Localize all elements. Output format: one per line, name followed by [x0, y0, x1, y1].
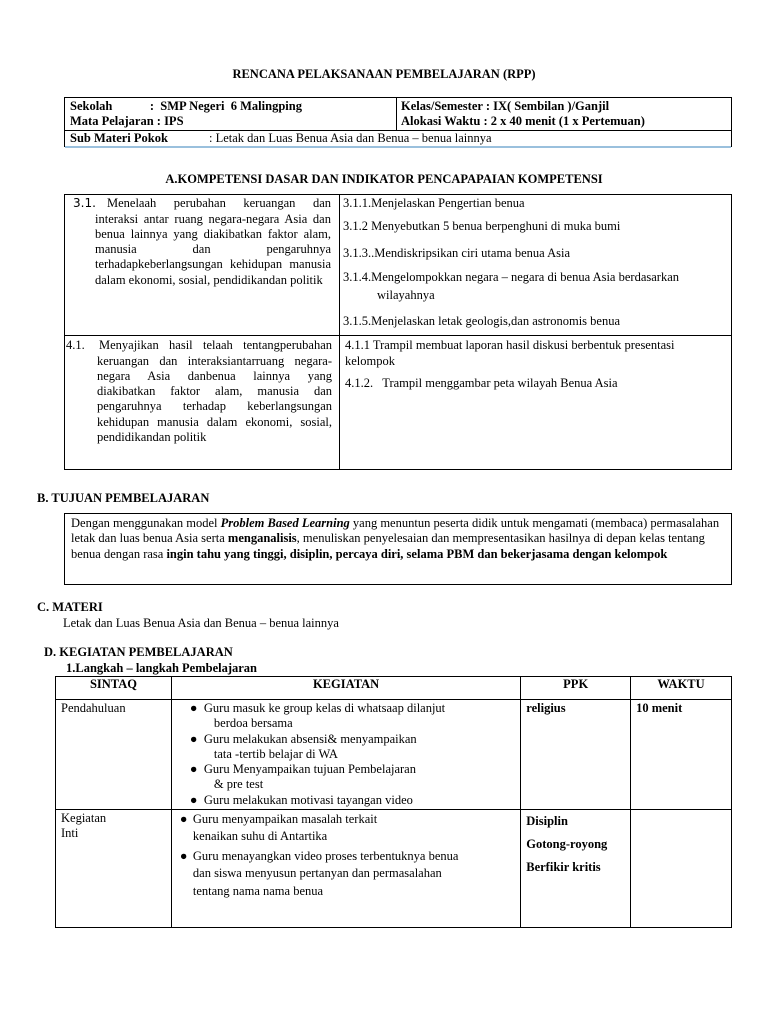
list-item	[190, 732, 515, 763]
activity-list	[180, 811, 515, 901]
activity-text: dan siswa menyusun pertanyan dan permasalahan	[192, 866, 442, 881]
ppk-value: Gotong-royong	[526, 837, 608, 851]
table-row	[56, 809, 732, 927]
waktu-value: 10 menit	[636, 701, 683, 715]
subject-field: Mata Pelajaran : IPS	[70, 114, 184, 128]
sintaq-cell	[56, 809, 172, 927]
activity-text: Guru melakukan motivasi tayangan video	[203, 792, 413, 807]
col-header-waktu: WAKTU	[631, 677, 732, 700]
divider	[396, 98, 397, 131]
kd-number: 3.1.	[73, 196, 96, 210]
bullet-icon: ●	[189, 701, 198, 715]
col-header-kegiatan: KEGIATAN	[171, 677, 520, 700]
time-allocation-field: Alokasi Waktu : 2 x 40 menit (1 x Pertemuan)	[401, 114, 645, 128]
activity-list	[190, 701, 515, 808]
indicator-3-1-5: 3.1.5.Menjelaskan letak geologis,dan astronomis benua	[343, 314, 621, 328]
objective-emphasis: menganalisis	[227, 531, 297, 546]
indicator-3-1-4-cont: wilayahnya	[377, 288, 435, 302]
bullet-icon: ●	[179, 811, 188, 826]
col-header-sintaq: SINTAQ	[56, 677, 172, 700]
list-item	[180, 811, 515, 846]
list-item	[180, 848, 515, 901]
indicator-4-1-2: 4.1.2. Trampil menggambar peta wilayah Benua Asia	[345, 376, 618, 390]
kd-3-1	[73, 196, 331, 288]
activity-text: Guru menayangkan video proses terbentuknya benua	[192, 848, 459, 863]
indicator-4-1-1-cont: kelompok	[345, 354, 395, 368]
bullet-icon: ●	[189, 731, 198, 746]
objective-box	[64, 513, 732, 585]
objective-text: , menuliskan penyelesaian dan mempresentasikan hasilnya di depan kelas tentang benua dengan rasa	[71, 531, 705, 561]
activity-text: tata -tertib belajar di WA	[213, 746, 338, 761]
divider	[65, 335, 731, 336]
kegiatan-cell	[171, 809, 520, 927]
sub-topic-value: : Letak dan Luas Benua Asia dan Benua – benua lainnya	[209, 131, 492, 145]
ppk-value: religius	[526, 701, 566, 715]
table-header-row	[56, 677, 732, 700]
sintaq-label: Inti	[61, 826, 79, 840]
indicator-3-1-3: 3.1.3..Mendiskripsikan ciri utama benua Asia	[343, 246, 571, 260]
indicator-4-1-1: 4.1.1 Trampil membuat laporan hasil diskusi berbentuk presentasi	[345, 338, 675, 352]
table-row	[56, 700, 732, 810]
sintaq-label: Kegiatan	[61, 810, 107, 825]
kd-text: Menelaah perubahan keruangan dan interaksi antar ruang negara-negara Asia dan benua lainnya yang diakibatkan faktor alam, manusia dan pengaruhnya terhadapkeberlangsungan kehidupan manusia dalam ekonomi, sosial, pendidikandan politik	[95, 196, 331, 287]
objective-text: yang menuntun peserta didik untuk mengamati (membaca) permasalahan letak dan luas benua Asia serta	[71, 516, 720, 546]
activity-text: Guru masuk ke group kelas di whatsaap dilanjut	[203, 701, 446, 715]
ppk-cell	[521, 809, 631, 927]
class-semester-field: Kelas/Semester : IX( Sembilan )/Ganjil	[401, 99, 610, 113]
kd-number: 4.1.	[66, 338, 85, 352]
kegiatan-cell	[171, 700, 520, 810]
indicator-3-1-1: 3.1.1.Menjelaskan Pengertian benua	[343, 196, 525, 210]
sintaq-cell	[56, 700, 172, 810]
section-d-title: D. KEGIATAN PEMBELAJARAN	[44, 645, 233, 659]
activity-text: Guru melakukan absensi& menyampaikan	[203, 731, 417, 746]
col-header-ppk: PPK	[521, 677, 631, 700]
activity-text: tentang nama nama benua	[192, 883, 324, 898]
indicator-3-1-4: 3.1.4.Mengelompokkan negara – negara di benua Asia berdasarkan	[343, 270, 679, 284]
kd-4-1	[66, 338, 332, 445]
header-info-box	[64, 97, 732, 147]
ppk-value: Disiplin	[526, 813, 568, 828]
accent-underline	[65, 146, 731, 148]
model-name: Problem Based Learning	[220, 516, 350, 530]
school-field: Sekolah : SMP Negeri 6 Malingping	[70, 99, 302, 113]
bullet-icon: ●	[189, 762, 198, 776]
objective-text: Dengan menggunakan model	[71, 516, 221, 530]
divider	[339, 195, 340, 469]
sintaq-label: Pendahuluan	[61, 701, 126, 715]
bullet-icon: ●	[179, 848, 188, 863]
list-item	[190, 701, 515, 732]
sub-topic-label: Sub Materi Pokok	[70, 131, 168, 145]
learning-steps-table	[55, 676, 732, 928]
ppk-value: Berfikir kritis	[526, 860, 601, 875]
section-d-subtitle: 1.Langkah – langkah Pembelajaran	[66, 661, 258, 675]
activity-text: Guru menyampaikan masalah terkait	[192, 811, 378, 826]
activity-text: Guru Menyampaikan tujuan Pembelajaran	[203, 762, 416, 776]
indicator-3-1-2: 3.1.2 Menyebutkan 5 benua berpenghuni di muka bumi	[343, 219, 621, 233]
section-c-title: C. MATERI	[37, 600, 103, 614]
competency-table	[64, 194, 732, 470]
objective-emphasis: ingin tahu yang tinggi, disiplin, percaya diri, selama PBM dan bekerjasama dengan kelompok	[166, 546, 668, 561]
list-item	[190, 793, 515, 808]
ppk-cell	[521, 700, 631, 810]
activity-text: kenaikan suhu di Antartika	[192, 829, 328, 844]
waktu-cell	[631, 809, 732, 927]
activity-text: berdoa bersama	[213, 716, 293, 731]
section-b-title: B. TUJUAN PEMBELAJARAN	[37, 491, 210, 505]
waktu-cell	[631, 700, 732, 810]
document-title: RENCANA PELAKSANAAN PEMBELAJARAN (RPP)	[232, 67, 536, 81]
bullet-icon: ●	[189, 792, 198, 807]
activity-text: & pre test	[213, 777, 264, 792]
material-text: Letak dan Luas Benua Asia dan Benua – benua lainnya	[63, 616, 339, 630]
section-a-title: A.KOMPETENSI DASAR DAN INDIKATOR PENCAPAPAIAN KOMPETENSI	[165, 172, 603, 186]
list-item	[190, 762, 515, 793]
kd-text: Menyajikan hasil telaah tentangperubahan keruangan dan interaksiantarruang negara-negara Asia danbenua lainnya yang diakibatkan faktor alam, manusia dan pengaruhnya terhadap keberlangsungan kehidupan manusia dalam ekonomi, sosial, pendidikandan politik	[97, 338, 332, 444]
